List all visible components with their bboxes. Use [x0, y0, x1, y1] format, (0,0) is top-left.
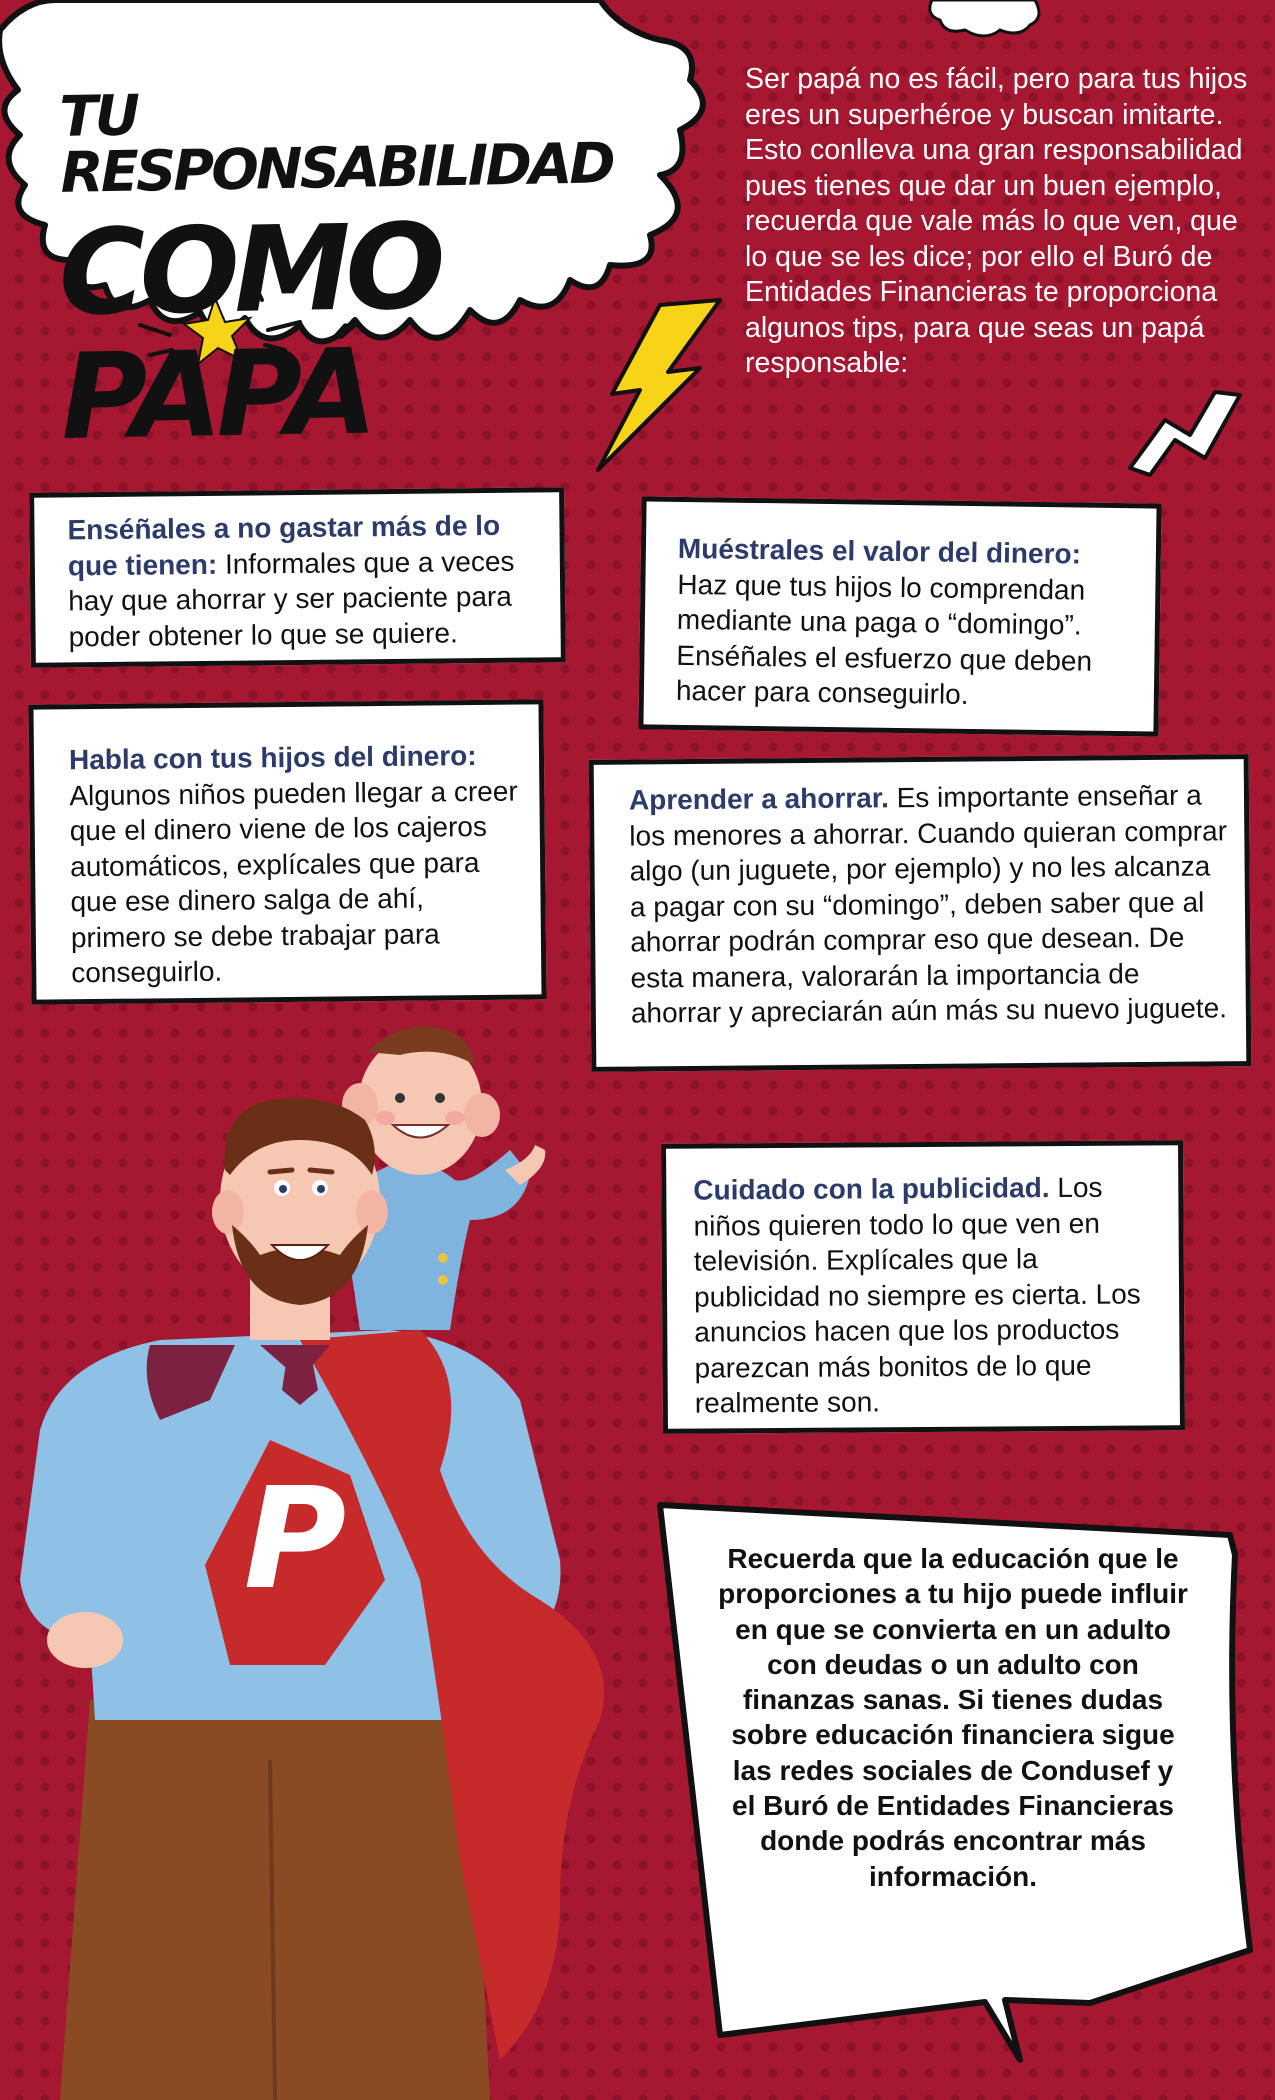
zigzag-lightning-icon: [1130, 392, 1240, 475]
tip-box-habla-dinero: [28, 699, 546, 1004]
tip-body: Algunos niños pueden llegar a creer que el dinero viene de los cajeros automáticos, explícales que para que ese dinero salga de ahí, primero se debe trabajar para conseguirlo.: [69, 775, 518, 989]
closing-message: Recuerda que la educación que le proporciones a tu hijo puede influir en que se convierta en un adulto con deudas o un adulto con finanzas sanas. Si tienes dudas sobre educación financiera sigue las redes sociales de Condusef y el Buró de Entidades Financieras donde podrás encontrar más información.: [718, 1543, 1188, 1892]
tip-box-publicidad: [661, 1140, 1185, 1434]
tip-box-ahorrar: [589, 754, 1252, 1072]
intro-paragraph: Ser papá no es fácil, pero para tus hijos eres un superhéroe y buscan imitarte. Esto conlleva una gran responsabilidad pues tienes que dar un buen ejemplo, recuerda que vale más lo que ven, que lo que se les dice; por ello el Buró de Entidades Financieras te proporciona algunos tips, para que seas un papá responsable:: [745, 63, 1248, 379]
tip-box-gastar: [29, 487, 566, 668]
tip-box-valor-dinero: [638, 496, 1161, 736]
tip-heading: Aprender a ahorrar.: [628, 782, 890, 816]
tip-heading: Habla con tus hijos del dinero:: [68, 740, 477, 776]
page-title: [57, 83, 620, 466]
tip-body: Haz que tus hijos lo comprendan mediante una paga o “domingo”. Enséñales el esfuerzo que deben hacer para conseguirlo.: [675, 568, 1093, 710]
emblem-letter: P: [243, 1458, 347, 1621]
tip-heading: Enséñales a no gastar más de lo que tienen:: [67, 509, 501, 581]
title-line-2: COMO PAPÁ: [57, 197, 441, 466]
tip-heading: Cuidado con la publicidad.: [693, 1172, 1050, 1206]
cloud-icon: [930, 0, 1039, 36]
tip-body: Los niños quieren todo lo que ven en televisión. Explícales que la publicidad no siempre es cierta. Los anuncios hacen que los productos parezcan más bonitos de lo que realmente son.: [693, 1171, 1141, 1419]
tip-body: Informales que a veces hay que ahorrar y ser paciente para poder obtener lo que se quiere.: [68, 545, 515, 652]
tip-heading: Muéstrales el valor del dinero:: [677, 532, 1082, 570]
tip-body: Es importante enseñar a los menores a ahorrar. Cuando quieran comprar algo (un juguete, por ejemplo) y no les alcanza a pagar con su “domingo”, deben saber que al ahorrar podrán comprar eso que desean. De esta manera, valorarán la importancia de ahorrar y apreciarán aún más su nuevo juguete.: [629, 779, 1228, 1029]
title-line-1: TU RESPONSABILIDAD: [58, 83, 614, 206]
